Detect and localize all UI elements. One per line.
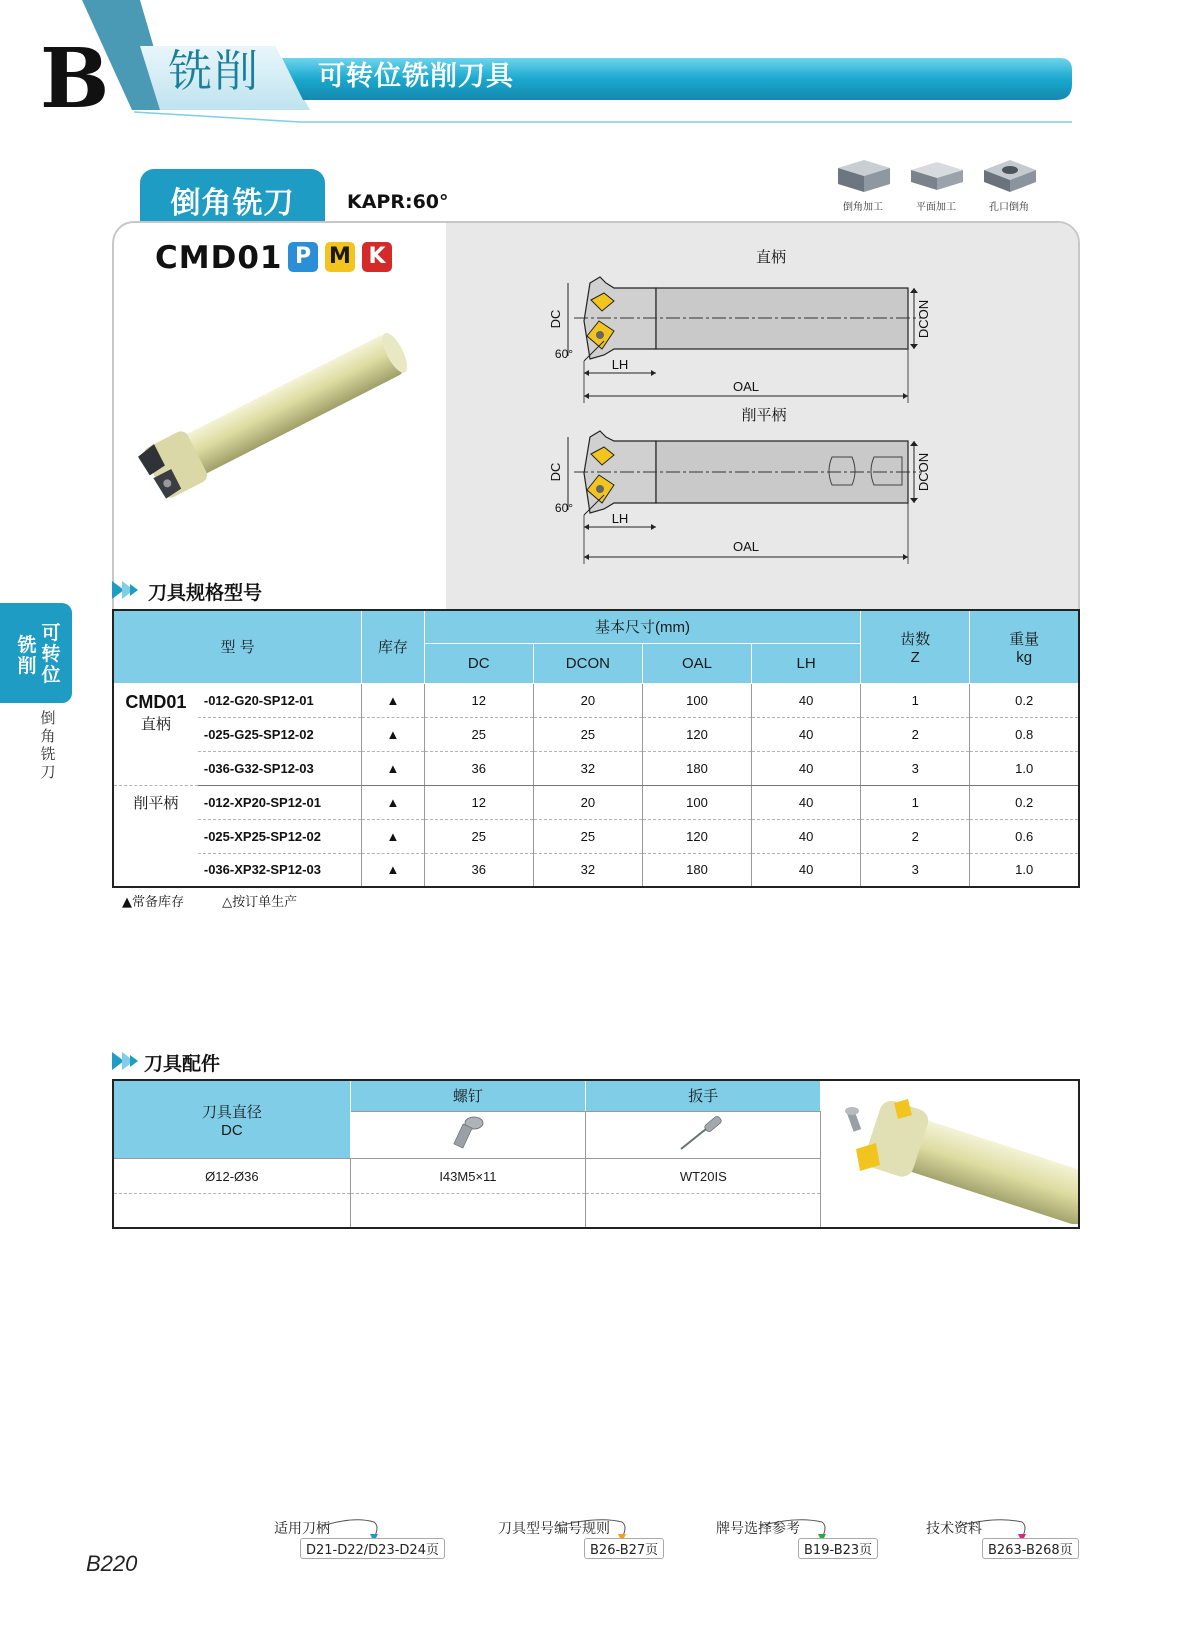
table-row [113, 683, 1079, 717]
material-badge-p: P [288, 242, 318, 272]
stock-cell: ▲ [362, 683, 425, 717]
dc-cell: 12 [424, 785, 533, 819]
material-badge-m: M [325, 242, 355, 272]
hole-chamfer-application: 孔口倒角 [974, 156, 1044, 213]
oal-cell: 100 [642, 785, 751, 819]
ref-grade-selection[interactable]: 牌号选择参考 B19-B23页 [716, 1518, 886, 1558]
material-badge-k: K [362, 242, 392, 272]
dc-cell: 36 [424, 751, 533, 785]
table-row [113, 819, 1079, 853]
lh-cell: 40 [752, 785, 861, 819]
chamfer-block-icon [834, 156, 892, 196]
product-type-title: 倒角铣刀 [170, 186, 295, 221]
flat-angle-label: 60° [554, 501, 574, 515]
screw-image-cell [350, 1111, 585, 1159]
acc-header-wrench: 扳手 [586, 1080, 821, 1111]
teeth-cell: 2 [861, 717, 970, 751]
sku-cell: -036-G32-SP12-03 [198, 751, 362, 785]
oal-cell: 100 [642, 683, 751, 717]
oal-cell: 120 [642, 717, 751, 751]
dc-cell: 25 [424, 819, 533, 853]
straight-dc-label: DC [548, 309, 563, 329]
stock-cell: ▲ [362, 717, 425, 751]
flat-oal-label: OAL [732, 539, 760, 554]
straight-lh-label: LH [611, 357, 629, 372]
chamfer-application: 倒角加工 [828, 156, 898, 213]
header-stock: 库存 [362, 610, 425, 683]
ref-technical-data[interactable]: 技术资料 B263-B268页 [926, 1518, 1086, 1558]
stock-cell: ▲ [362, 819, 425, 853]
page-number: B220 [86, 1551, 138, 1576]
side-subcategory: 倒角铣刀 [40, 709, 56, 781]
dcon-cell: 25 [533, 819, 642, 853]
header-dcon: DCON [533, 643, 642, 683]
table-row [113, 751, 1079, 785]
flat-shank-drawing [548, 431, 931, 564]
tool-photo [130, 330, 420, 500]
stock-cell: ▲ [362, 751, 425, 785]
spec-section-title: 刀具规格型号 [148, 582, 263, 604]
header-dc: DC [424, 643, 533, 683]
sku-cell: -012-XP20-SP12-01 [198, 785, 362, 819]
side-category-tab[interactable] [0, 603, 72, 703]
oal-cell: 180 [642, 853, 751, 887]
weight-cell: 1.0 [970, 751, 1079, 785]
screw-icon [448, 1113, 488, 1153]
header-lh: LH [752, 643, 861, 683]
dc-cell: 12 [424, 683, 533, 717]
dc-cell: 25 [424, 717, 533, 751]
oal-cell: 180 [642, 751, 751, 785]
dcon-cell: 25 [533, 717, 642, 751]
dcon-cell: 20 [533, 785, 642, 819]
side-tab-col1: 可转位 [41, 622, 61, 686]
section-arrow-icon [112, 581, 142, 599]
header-weight: 重量 kg [970, 610, 1079, 683]
screw-code-cell: I43M5×11 [350, 1159, 585, 1194]
empty-cell [350, 1194, 585, 1228]
teeth-cell: 1 [861, 683, 970, 717]
assembly-photo-cell [821, 1080, 1079, 1228]
flat-shank-title: 削平柄 [741, 407, 787, 424]
straight-dcon-label: DCON [916, 299, 931, 339]
side-tab-col2: 铣削 [17, 634, 37, 677]
table-row [113, 785, 1079, 819]
face-block-icon [907, 156, 965, 196]
wrench-code-cell: WT20IS [586, 1159, 821, 1194]
kapr-label: KAPR:60° [347, 191, 449, 213]
acc-header-diameter: 刀具直径 DC [113, 1080, 350, 1159]
teeth-cell: 1 [861, 785, 970, 819]
wrench-icon [673, 1113, 733, 1153]
straight-angle-label: 60° [554, 347, 574, 361]
teeth-cell: 2 [861, 819, 970, 853]
sku-cell: -025-G25-SP12-02 [198, 717, 362, 751]
category-subtitle: 可转位铣削刀具 [318, 61, 514, 92]
ref-model-rules[interactable]: 刀具型号编号规则 B26-B27页 [498, 1518, 678, 1558]
header-basic-dims: 基本尺寸(mm) [424, 610, 861, 643]
dcon-cell: 32 [533, 751, 642, 785]
header-teeth: 齿数 Z [861, 610, 970, 683]
straight-shank-title: 直柄 [755, 249, 787, 266]
header-model: 型 号 [113, 610, 362, 683]
dcon-cell: 20 [533, 683, 642, 717]
lh-cell: 40 [752, 853, 861, 887]
wrench-image-cell [586, 1111, 821, 1159]
group-straight-shank: CMD01 直柄 [113, 683, 198, 785]
weight-cell: 1.0 [1015, 862, 1034, 878]
lh-cell: 40 [752, 819, 861, 853]
spec-table [112, 609, 1080, 888]
dc-cell: 36 [424, 853, 533, 887]
section-arrow-icon [112, 1052, 142, 1070]
flat-lh-label: LH [611, 511, 629, 526]
empty-cell [586, 1194, 821, 1228]
straight-shank-drawing [548, 277, 931, 403]
diameter-range-cell: Ø12-Ø36 [113, 1159, 350, 1194]
hole-block-icon [980, 156, 1038, 196]
model-name: CMD01 [155, 240, 283, 276]
legend-stock: ▲常备库存 [122, 895, 184, 910]
stock-cell: ▲ [362, 853, 425, 887]
weight-cell: 0.6 [970, 819, 1079, 853]
lh-cell: 40 [752, 683, 861, 717]
section-letter: B [40, 31, 110, 127]
lh-cell: 40 [752, 717, 861, 751]
assembly-photo [822, 1081, 1078, 1224]
straight-oal-label: OAL [732, 379, 760, 394]
technical-drawings [444, 221, 964, 581]
dcon-cell: 32 [533, 853, 642, 887]
category-title: 铣削 [168, 46, 260, 97]
teeth-cell: 3 [861, 751, 970, 785]
legend-order: △按订单生产 [222, 895, 298, 910]
lh-cell: 40 [752, 751, 861, 785]
flat-dc-label: DC [548, 462, 563, 482]
accessory-table [112, 1079, 1080, 1229]
table-row [113, 717, 1079, 751]
sku-cell: -025-XP25-SP12-02 [198, 819, 362, 853]
weight-cell: 0.2 [970, 683, 1079, 717]
application-icons [828, 156, 1048, 216]
empty-cell [113, 1194, 350, 1228]
stock-legend [122, 891, 331, 910]
product-type-tab [140, 169, 325, 221]
oal-cell: 120 [642, 819, 751, 853]
teeth-cell: 3 [861, 853, 970, 887]
table-row [113, 853, 1079, 887]
acc-header-screw: 螺钉 [350, 1080, 585, 1111]
sku-cell: -036-XP32-SP12-03 [198, 853, 362, 887]
accessory-section-title: 刀具配件 [144, 1053, 221, 1075]
header-oal: OAL [642, 643, 751, 683]
weight-cell: 0.8 [970, 717, 1079, 751]
weight-cell: 0.2 [970, 785, 1079, 819]
stock-cell: ▲ [362, 785, 425, 819]
face-application: 平面加工 [901, 156, 971, 213]
group-flat-shank: 削平柄 [113, 785, 198, 887]
sku-cell: -012-G20-SP12-01 [198, 683, 362, 717]
flat-dcon-label: DCON [916, 452, 931, 492]
ref-holder[interactable]: 适用刀柄 D21-D22/D23-D24页 [274, 1518, 454, 1558]
